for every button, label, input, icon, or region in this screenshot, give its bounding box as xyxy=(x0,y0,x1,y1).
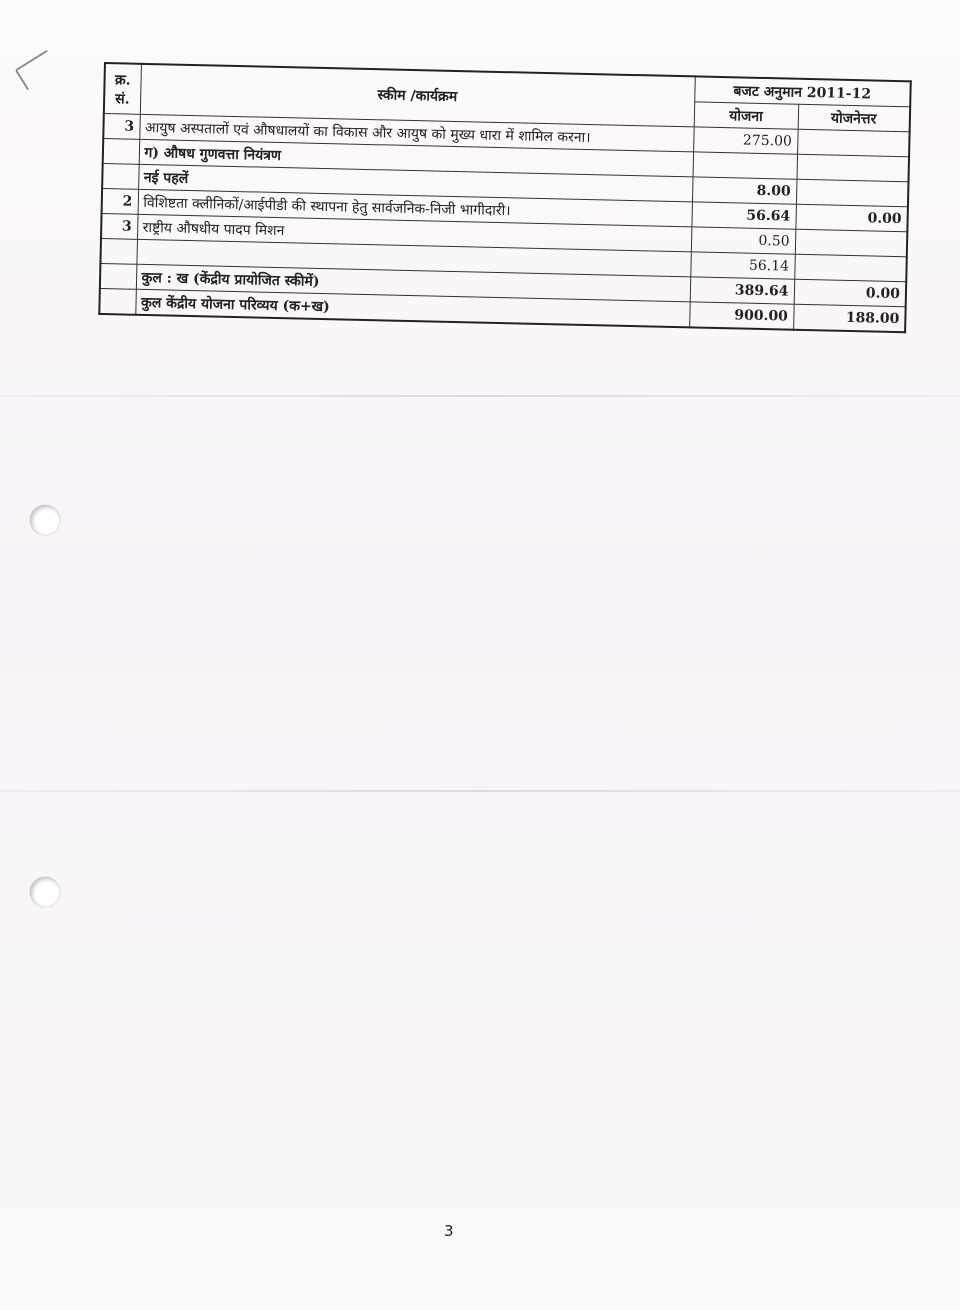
header-budget-estimate: बजट अनुमान 2011-12 xyxy=(694,76,911,106)
budget-table xyxy=(98,62,912,333)
row-non-plan-value xyxy=(795,229,908,257)
row-serial-number xyxy=(102,163,139,189)
header-plan: योजना xyxy=(694,102,799,129)
row-non-plan-value xyxy=(796,179,909,207)
row-scheme-name: ग) औषध गुणवत्ता नियंत्रण xyxy=(139,139,693,177)
row-plan-value: 900.00 xyxy=(689,302,794,330)
row-scheme-name: आयुष अस्पतालों एवं औषधालयों का विकास और आयुष को मुख्य धारा में शामिल करना। xyxy=(139,114,693,152)
row-non-plan-value: 188.00 xyxy=(793,304,906,332)
row-plan-value xyxy=(693,152,798,179)
row-serial-number xyxy=(99,288,136,314)
row-non-plan-value xyxy=(797,154,910,182)
header-non-plan: योजनेत्तर xyxy=(798,104,911,132)
row-serial-number xyxy=(103,139,140,165)
row-plan-value: 56.64 xyxy=(691,202,796,229)
row-serial-number: 2 xyxy=(102,188,139,214)
row-scheme-name: नई पहलें xyxy=(138,164,692,202)
row-serial-number: 3 xyxy=(101,213,138,239)
row-serial-number xyxy=(100,238,137,264)
row-serial-number: 3 xyxy=(103,114,140,140)
header-serial-number: क्र. सं. xyxy=(104,63,141,114)
staple-mark xyxy=(15,50,60,90)
budget-table-wrapper xyxy=(98,62,910,333)
row-scheme-name: कुल केंद्रीय योजना परिव्यय (क+ख) xyxy=(135,289,689,327)
punch-hole xyxy=(30,505,60,535)
punch-hole xyxy=(30,877,60,907)
row-non-plan-value xyxy=(794,254,907,282)
row-plan-value: 56.14 xyxy=(690,252,795,279)
row-scheme-name: राष्ट्रीय औषधीय पादप मिशन xyxy=(137,214,691,252)
page-number: 3 xyxy=(444,1222,454,1240)
row-plan-value: 8.00 xyxy=(692,177,797,204)
row-scheme-name: कुल : ख (केंद्रीय प्रायोजित स्कीमें) xyxy=(136,264,690,302)
row-non-plan-value: 0.00 xyxy=(795,204,908,232)
row-plan-value: 275.00 xyxy=(693,127,798,154)
row-plan-value: 0.50 xyxy=(691,227,796,254)
fold-line xyxy=(0,395,960,397)
row-scheme-name: विशिष्टता क्लीनिकों/आईपीडी की स्थापना हेतु सार्वजनिक-निजी भागीदारी। xyxy=(138,189,692,227)
row-non-plan-value xyxy=(797,129,910,157)
row-serial-number xyxy=(100,263,137,289)
fold-line xyxy=(0,790,960,792)
row-plan-value: 389.64 xyxy=(690,277,795,304)
header-scheme: स्कीम /कार्यक्रम xyxy=(140,64,695,127)
row-non-plan-value: 0.00 xyxy=(794,279,907,307)
